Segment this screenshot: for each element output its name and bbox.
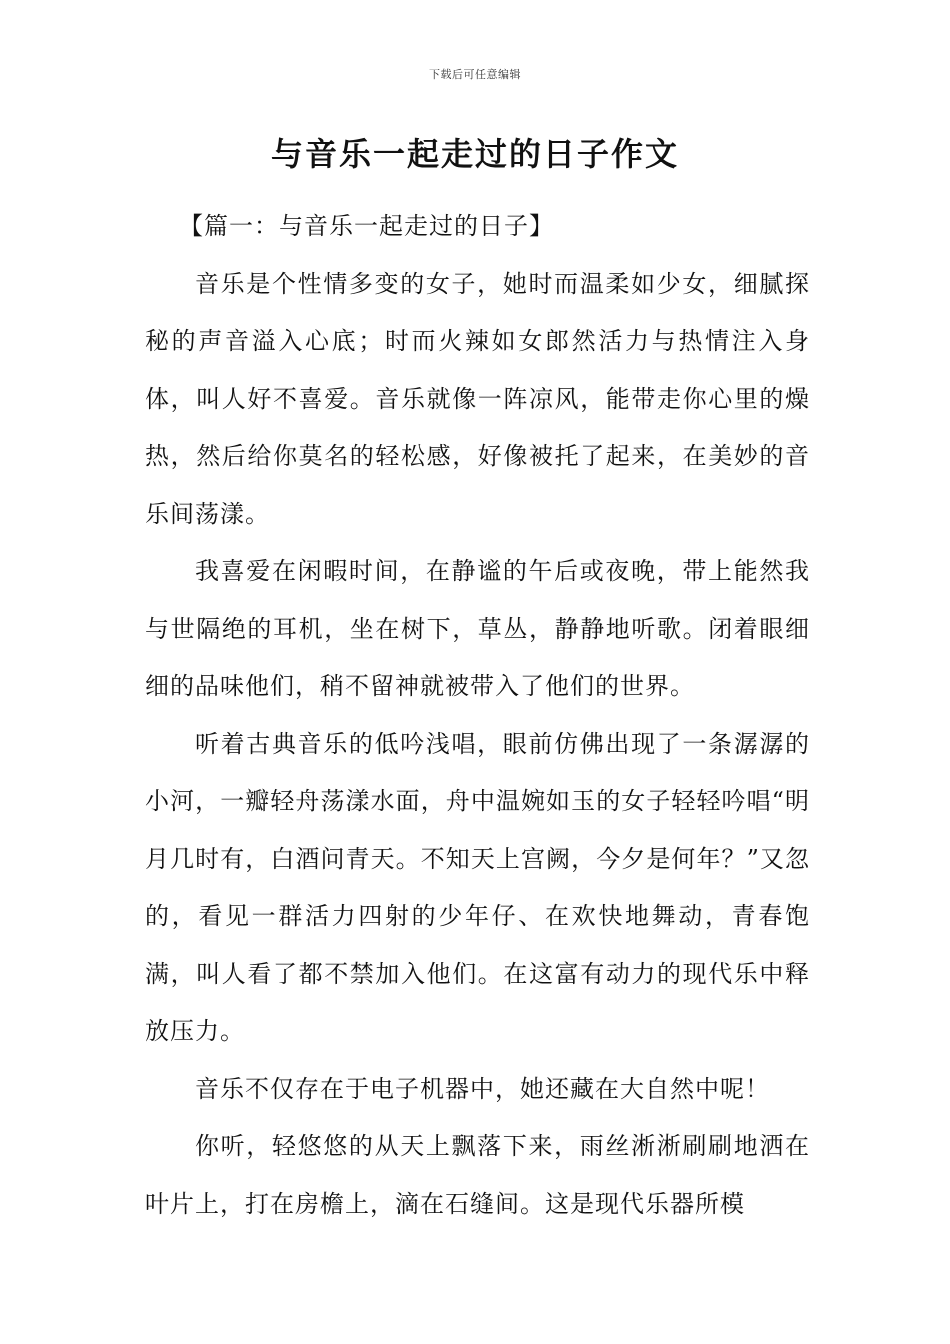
document-title: 与音乐一起走过的日子作文 <box>270 135 679 173</box>
paragraph: 你听，轻悠悠的从天上飘落下来，雨丝淅淅刷刷地洒在叶片上，打在房檐上，滴在石缝间。这是现代乐器所模 <box>145 1132 810 1218</box>
section-heading: 【篇一：与音乐一起走过的日子】 <box>179 212 554 240</box>
document-body <box>145 198 810 1233</box>
paragraph: 听着古典音乐的低吟浅唱，眼前仿佛出现了一条潺潺的小河，一瓣轻舟荡漾水面，舟中温婉如玉的女子轻轻吟唱“明月几时有，白酒问青天。不知天上宫阙，今夕是何年？”又忽的，看见一群活力四射的少年仔、在欢快地舞动，青春饱满，叫人看了都不禁加入他们。在这富有动力的现代乐中释放压力。 <box>145 729 810 1045</box>
paragraph: 我喜爱在闲暇时间，在静谧的午后或夜晚，带上能然我与世隔绝的耳机，坐在树下，草丛，静静地听歌。闭着眼细细的品味他们，稍不留神就被带入了他们的世界。 <box>145 557 810 700</box>
paragraph: 音乐不仅存在于电子机器中，她还藏在大自然中呢！ <box>195 1074 770 1103</box>
header-note: 下载后可任意编辑 <box>429 68 521 81</box>
paragraph: 音乐是个性情多变的女子，她时而温柔如少女，细腻探秘的声音溢入心底；时而火辣如女郎然活力与热情注入身体，叫人好不喜爱。音乐就像一阵凉风，能带走你心里的燥热，然后给你莫名的轻松感，好像被托了起来，在美妙的音乐间荡漾。 <box>145 269 810 528</box>
